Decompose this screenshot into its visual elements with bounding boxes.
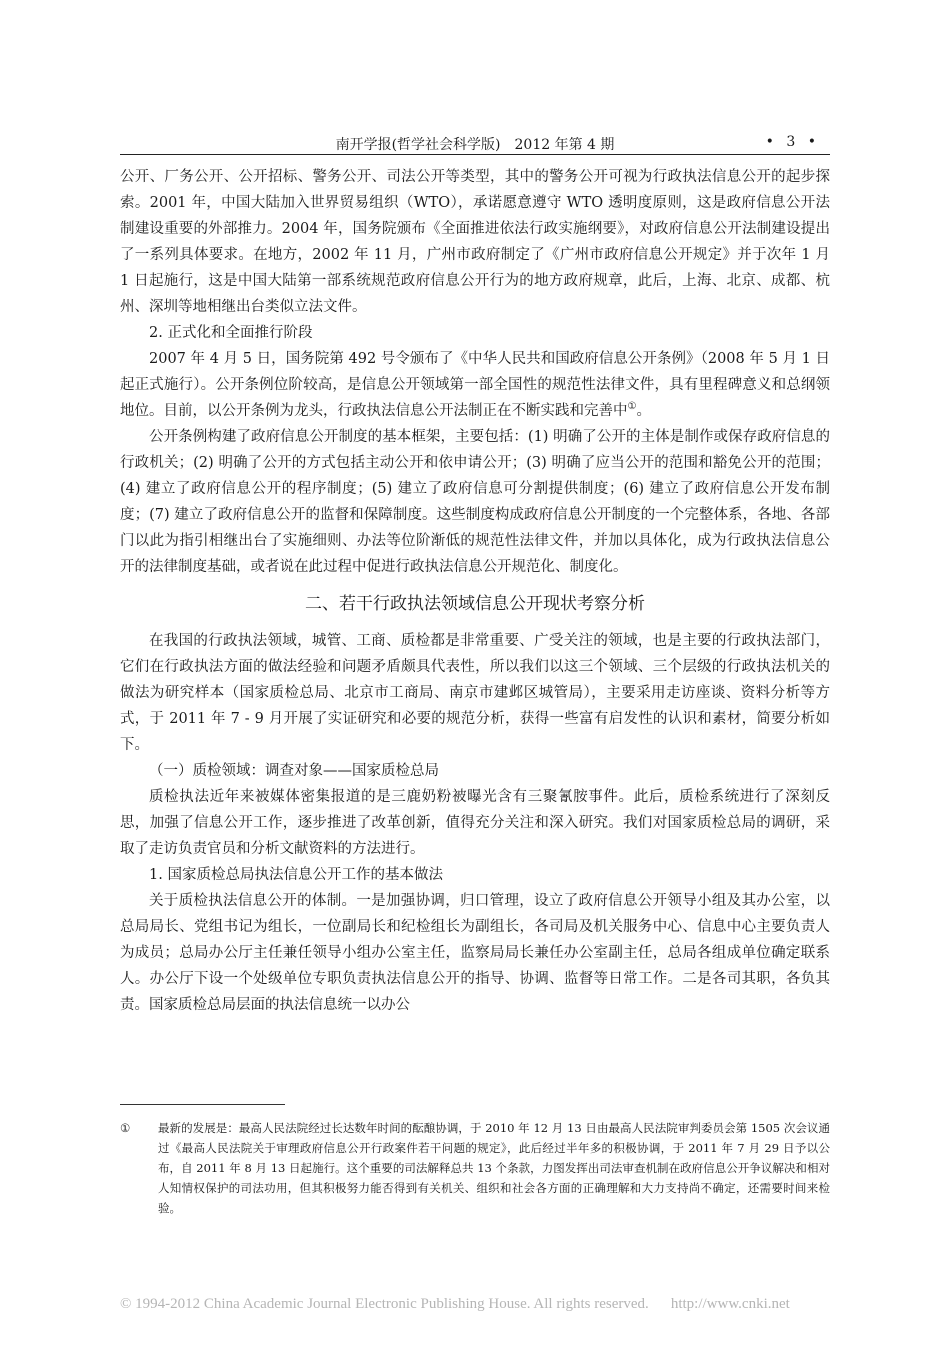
- subheading-quality-inspection: （一）质检领域：调查对象——国家质检总局: [149, 763, 439, 779]
- paragraph-continuation: 公开、厂务公开、公开招标、警务公开、司法公开等类型，其中的警务公开可视为行政执法信息公开的起步探索。2001 年，中国大陆加入世界贸易组织（WTO），承诺愿意遵守 WTO 透明度原则，这是政府信息公开法制建设重要的外部推力。2004 年，国务院颁布《全面推进依法行政实施纲要》，对政府信息公开法制建设提出了一系列具体要求。在地方，2002 年 11 月，广州市政府制定了《广州市政府信息公开规定》并于次年 1 月 1 日起施行，这是中国大陆第一部系统规范政府信息公开行为的地方政府规章，此后，上海、北京、成都、杭州、深圳等地相继出台类似立法文件。: [120, 169, 830, 315]
- copyright-notice: © 1994-2012 China Academic Journal Electronic Publishing House. All rights reserved.: [120, 1296, 649, 1312]
- subheading-basic-practice: 1. 国家质检总局执法信息公开工作的基本做法: [149, 867, 443, 883]
- paragraph-regulation-end: 。: [636, 403, 651, 419]
- cnki-url[interactable]: http://www.cnki.net: [670, 1296, 790, 1312]
- running-header: [120, 132, 830, 155]
- article-body: [120, 164, 830, 1018]
- footnote-divider: [120, 1104, 285, 1105]
- footnote-reference[interactable]: ①: [627, 401, 637, 413]
- subheading-stage-2: 2. 正式化和全面推行阶段: [149, 325, 313, 341]
- paragraph-system: 关于质检执法信息公开的体制。一是加强协调，归口管理，设立了政府信息公开领导小组及其办公室，以总局局长、党组书记为组长，一位副局长和纪检组长为副组长，各司局及机关服务中心、信息中心主要负责人为成员；总局办公厅主任兼任领导小组办公室主任，监察局局长兼任办公室副主任，总局各组成单位确定联系人。办公厅下设一个处级单位专职负责执法信息公开的指导、协调、监督等日常工作。二是各司其职，各负其责。国家质检总局层面的执法信息统一以办公: [120, 893, 830, 1013]
- copyright-watermark: [120, 1296, 840, 1313]
- footnote-text: 最新的发展是：最高人民法院经过长达数年时间的酝酿协调，于 2010 年 12 月 13 日由最高人民法院审判委员会第 1505 次会议通过《最高人民法院关于审理政府信息公开行政案件若干问题的规定》，此后经过半年多的积极协调，于 2011 年 7 月 29 日予以公布，自 2011 年 8 月 13 日起施行。这个重要的司法解释总共 13 个条款，力图发挥出司法审查机制在政府信息公开争议解决和相对人知情权保护的司法功用，但其积极努力能否得到有关机关、组织和社会各方面的正确理解和大力支持尚不确定，还需要时间来检验。: [158, 1121, 830, 1215]
- paragraph-regulation: [120, 346, 830, 424]
- paragraph-regulation-text: 2007 年 4 月 5 日，国务院第 492 号令颁布了《中华人民共和国政府信息公开条例》（2008 年 5 月 1 日起正式施行）。公开条例位阶较高，是信息公开领域第一部全国性的规范性法律文件，具有里程碑意义和总纲领地位。目前，以公开条例为龙头，行政执法信息公开法制正在不断实践和完善中: [120, 351, 830, 419]
- paragraph-quality-inspection: 质检执法近年来被媒体密集报道的是三鹿奶粉被曝光含有三聚氰胺事件。此后，质检系统进行了深刻反思，加强了信息公开工作，逐步推进了改革创新，值得充分关注和深入研究。我们对国家质检总局的调研，采取了走访负责官员和分析文献资料的方法进行。: [120, 789, 830, 857]
- footnote-marker: ①: [120, 1121, 131, 1135]
- paragraph-framework: 公开条例构建了政府信息公开制度的基本框架，主要包括：(1) 明确了公开的主体是制作或保存政府信息的行政机关；(2) 明确了公开的方式包括主动公开和依申请公开；(3) 明确了应当公开的范围和豁免公开的范围；(4) 建立了政府信息公开的程序制度；(5) 建立了政府信息可分割提供制度；(6) 建立了政府信息公开发布制度；(7) 建立了政府信息公开的监督和保障制度。这些制度构成政府信息公开制度的一个完整体系，各地、各部门以此为指引相继出台了实施细则、办法等位阶渐低的规范性法律文件，并加以具体化，成为行政执法信息公开的法律制度基础，或者说在此过程中促进行政执法信息公开规范化、制度化。: [120, 429, 830, 575]
- footnote: [120, 1118, 830, 1218]
- section-title: 二、若干行政执法领域信息公开现状考察分析: [305, 594, 645, 614]
- page-number: • 3 •: [765, 134, 820, 150]
- paragraph-research-scope: 在我国的行政执法领域，城管、工商、质检都是非常重要、广受关注的领域，也是主要的行政执法部门，它们在行政执法方面的做法经验和问题矛盾颇具代表性，所以我们以这三个领域、三个层级的行政执法机关的做法为研究样本（国家质检总局、北京市工商局、南京市建邺区城管局），主要采用走访座谈、资料分析等方式，于 2011 年 7 - 9 月开展了实证研究和必要的规范分析，获得一些富有启发性的认识和素材，简要分析如下。: [120, 633, 830, 753]
- journal-title: 南开学报(哲学社会科学版) 2012 年第 4 期: [335, 137, 615, 153]
